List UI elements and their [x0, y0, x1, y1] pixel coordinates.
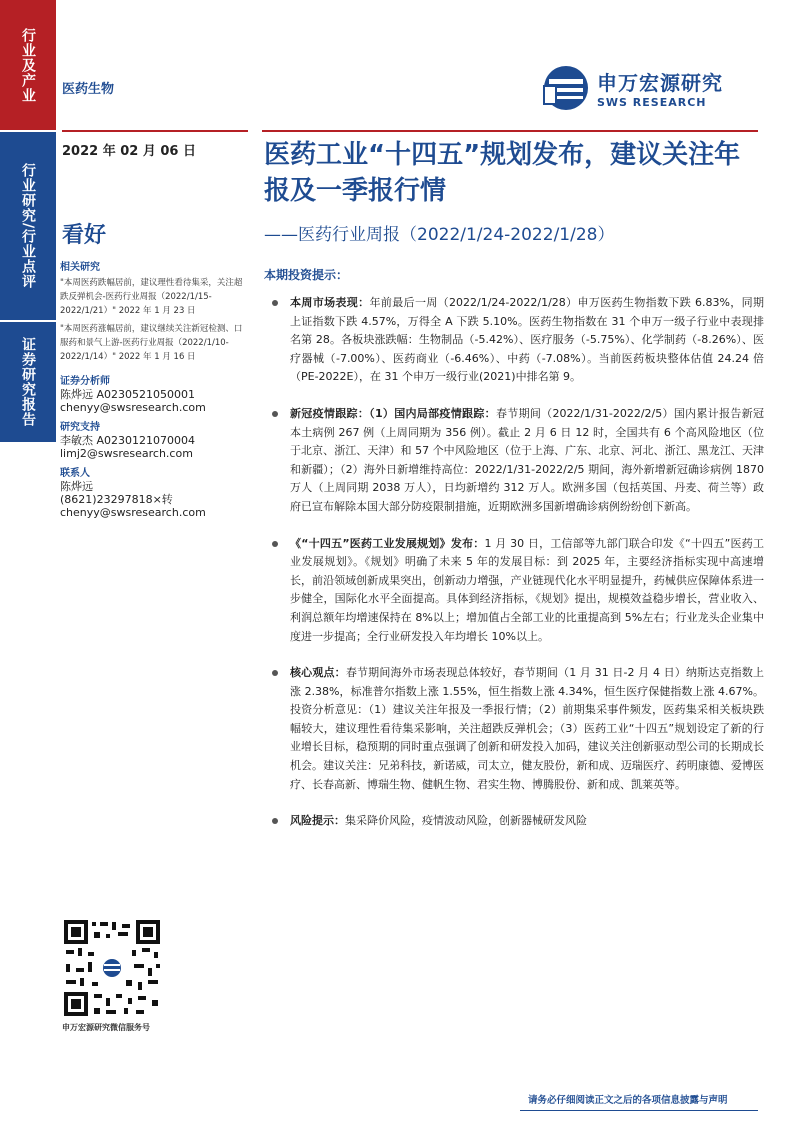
point-covid [268, 405, 764, 517]
qr-caption: 申万宏源研究微信服务号 [62, 1023, 150, 1032]
header-rule-right [262, 130, 758, 132]
point-market [268, 294, 764, 387]
footer-rule [520, 1110, 758, 1111]
related-heading: 相关研究 [60, 262, 100, 273]
investment-points [268, 294, 764, 849]
point-label: 本周市场表现： [290, 296, 370, 309]
support-heading: 研究支持 [60, 422, 100, 433]
brand-logo [543, 64, 753, 112]
analyst-name: 陈烨远 A0230521050001 [60, 388, 196, 401]
bullet-icon [272, 411, 278, 417]
point-core-view [268, 664, 764, 794]
rating: 看好 [62, 223, 107, 248]
sidebar-info [60, 258, 248, 519]
analyst-email[interactable]: chenyy@swsresearch.com [60, 401, 206, 414]
bullet-icon [272, 541, 278, 547]
bullet-icon [272, 300, 278, 306]
section-heading: 本期投资提示： [264, 268, 349, 282]
contact-name: 陈烨远 [60, 480, 93, 493]
bullet-icon [272, 818, 278, 824]
side-tab-securities-report [0, 322, 56, 442]
point-risk [268, 812, 764, 831]
contact-email[interactable]: chenyy@swsresearch.com [60, 506, 206, 519]
sws-logo-icon [543, 65, 589, 111]
side-tab-label: 行业及产业 [20, 27, 36, 103]
side-tab-label: 行业研究/行业点评 [20, 162, 36, 290]
point-label: 《“十四五”医药工业发展规划》发布： [290, 536, 485, 550]
side-tab-industry [0, 0, 56, 130]
point-text: 春节期间海外市场表现总体较好，春节期间（1 月 31 日-2 月 4 日）纳斯达克指数上涨 2.38%，标准普尔指数上涨 1.55%，恒生指数上涨 4.34%，恒生医疗保健指数上涨 4.67%。投资分析意见：（1）建议关注年报及一季报行情；（2）前期集采事件频发，医药集采相关板块跌幅较大，建议理性看待集采影响，关注超跌反弹机会；（3）医药工业“十四五”规划设定了新的行业增长目标，稳预期的同时重点强调了创新和研发投入加码，建议关注创新驱动型公司的长期成长机会。建议关注：兄弟科技，新诺威，司太立，健友股份，新和成、迈瑞医疗、药明康德、爱博医疗、长春高新、博瑞生物、健帆生物、君实生物、博腾股份、新和成、凯莱英等。 [290, 666, 764, 791]
point-text: 集采降价风险，疫情波动风险，创新器械研发风险 [345, 814, 587, 828]
report-subtitle: ——医药行业周报（2022/1/24-2022/1/28） [264, 225, 615, 245]
point-text: 年前最后一周（2022/1/24-2022/1/28）申万医药生物指数下跌 6.83%，同期上证指数下跌 4.57%，万得全 A 下跌 5.10%。医药生物指数在 31 个申万一级子行业中表现排名第 28。各板块涨跌幅：生物制品（-5.42%）、医疗服务（-5.75%）、化学制药（-8.26%）、医疗器械（-7.00%）、医药商业（-6.46%）、中药（-7.08%）。当前医药板块整体估值 24.24 倍（PE-2022E），在 31 个申万一级行业(2021)中排名第 9。 [290, 296, 764, 384]
report-date: 2022 年 02 月 06 日 [62, 144, 196, 159]
logo-text-cn: 申万宏源研究 [597, 71, 723, 95]
point-label: 核心观点： [290, 666, 346, 680]
contacts [60, 372, 248, 519]
analyst-heading: 证券分析师 [60, 376, 110, 387]
header-rule-left [62, 130, 248, 132]
point-plan [268, 535, 764, 647]
support-email[interactable]: limj2@swsresearch.com [60, 447, 193, 460]
sector-label: 医药生物 [62, 82, 115, 97]
side-tab-label: 证券研究报告 [20, 337, 36, 427]
point-text: 1 月 30 日，工信部等九部门联合印发《“十四五”医药工业发展规划》。《规划》明确了未来 5 年的发展目标：到 2025 年，主要经济指标实现中高速增长，前沿领域创新成果突出，创新动力增强，产业链现代化水平明显提升，药械供应保障体系进一步健全，国际化水平全面提高。具体到经济指标，《规划》提出，规模效益稳步增长，营业收入、利润总额年均增速保持在 8%以上；增加值占全部工业的比重提高到 5%左右；行业龙头企业集中度进一步提高；全行业研发投入年均增长 10%以上。 [290, 536, 764, 643]
point-text: 春节期间（2022/1/31-2022/2/5）国内累计报告新冠本土病例 267 例（上周同期为 356 例）。截止 2 月 6 日 12 时，全国共有 6 个高风险地区（位于北京、浙江、天津）和 57 个中风险地区（位于上海、广东、北京、河北、浙江、黑龙江、天津和新疆）；（2）海外日新增维持高位：2022/1/31-2022/2/5 期间，海外新增新冠确诊病例 1870 万人（上周同期 2038 万人），日均新增约 312 万人。欧洲多国（包括英国、丹麦、荷兰等）政府已宣布解除本国大部分防疫限制措施，近期欧洲多国新增确诊病例纷纷创下新高。 [290, 406, 764, 513]
qr-block [62, 918, 166, 1033]
report-title: 医药工业“十四五”规划发布，建议关注年报及一季报行情 [264, 140, 741, 206]
bullet-icon [272, 670, 278, 676]
related-item[interactable]: "本周医药跌幅居前，建议理性看待集采，关注超跌反弹机会-医药行业周报（2022/1/15-2022/1/21）" 2022 年 1 月 23 日 [60, 278, 243, 316]
side-tab-report-type [0, 132, 56, 320]
logo-text-en: SWS RESEARCH [597, 96, 707, 109]
contact-phone: (8621)23297818×转 [60, 493, 173, 506]
footer-disclaimer: 请务必仔细阅读正文之后的各项信息披露与声明 [528, 1095, 728, 1106]
point-label: 新冠疫情跟踪：（1）国内局部疫情跟踪： [290, 406, 496, 420]
qr-code-icon[interactable] [62, 918, 162, 1018]
support-name: 李敏杰 A0230121070004 [60, 434, 196, 447]
related-item[interactable]: "本周医药涨幅居前，建议继续关注新冠检测、口服药和景气上游-医药行业周报（2022/1/10-2022/1/14）" 2022 年 1 月 16 日 [60, 324, 243, 362]
point-label: 风险提示： [290, 814, 345, 828]
contact-heading: 联系人 [60, 468, 90, 479]
